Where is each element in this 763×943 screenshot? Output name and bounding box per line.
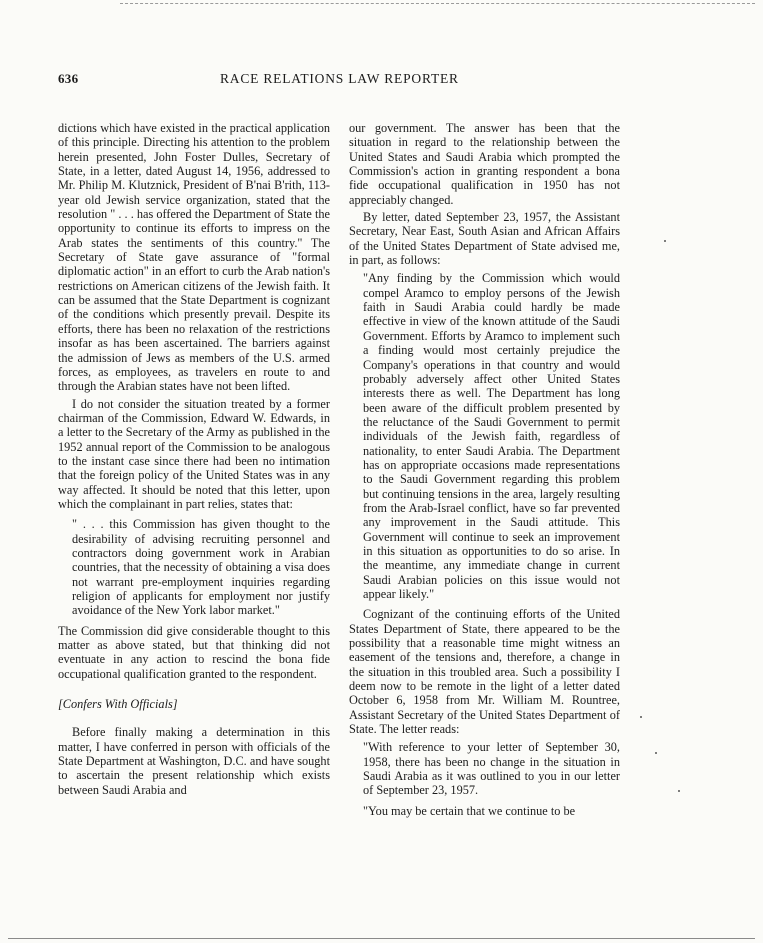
left-paragraph-4: Before finally making a determination in this matter, I have conferred in person with officials of the State Department at Washington, D.C. and have sought to ascertain the present relationship which exists between Saudi Arabia and <box>58 725 330 797</box>
section-subheading: [Confers With Officials] <box>58 697 178 712</box>
right-paragraph-1: our government. The answer has been that the situation in regard to the relationship between the United States and Saudi Arabia which prompted the Commission's action in granting respondent a bona fide occupational qualification in 1950 has not appreciably changed. <box>349 121 620 207</box>
right-letter-quote-1: "With reference to your letter of September 30, 1958, there has been no change in the situation in Saudi Arabia as it was outlined to you in our letter of September 23, 1957. <box>363 740 620 798</box>
left-column <box>58 121 330 797</box>
bottom-edge-rule <box>8 938 755 939</box>
right-paragraph-3: Cognizant of the continuing efforts of the United States Department of State, there appeared to be the possibility that a reasonable time might witness an easement of the tensions and, therefore, a change in the situation in this troubled area. Such a possibility I deem now to be remote in the light of a letter dated October 6, 1958 from Mr. William M. Rountree, Assistant Secretary of the United States Department of State. The letter reads: <box>349 607 620 737</box>
left-paragraph-2: I do not consider the situation treated by a former chairman of the Commission, Edward W. Edwards, in a letter to the Secretary of the Army as published in the 1952 annual report of the Commission to be analogous to the instant case since there had been no intimation that the foreign policy of the United States was in any way affected. It should be noted that this letter, upon which the complainant in part relies, states that: <box>58 396 330 511</box>
running-head: RACE RELATIONS LAW REPORTER <box>220 71 459 86</box>
page-header <box>58 71 696 91</box>
scan-speck <box>655 752 657 754</box>
right-letter-quote-2: "You may be certain that we continue to be <box>363 803 576 818</box>
left-paragraph-3: The Commission did give considerable thought to this matter as above stated, but that thinking did not eventuate in any action to rescind the bona fide occupational qualification granted to the respondent. <box>58 623 330 681</box>
right-block-quote: "Any finding by the Commission which would compel Aramco to employ persons of the Jewish faith in Saudi Arabia could hardly be made effective in view of the known attitude of the Saudi Government. Efforts by Aramco to implement such a finding would most certainly prejudice the Company's operations in that country and would probably adversely affect other United States interests there as well. The Department has long been aware of the difficult problem presented by the reluctance of the Saudi Government to permit individuals of the Jewish faith, regardless of nationality, to enter Saudi Arabia. The Department has on appropriate occasions made representations to the Saudi Government regarding this problem but continuing tensions in the area, largely resulting from the Arab-Israel conflict, have so far prevented any improvement in the Saudi attitude. This Government will continue to seek an improvement in this situation as opportunities to do so arise. In the meantime, any immediate change in current Saudi Arabian policies on this issue would not appear likely." <box>363 271 620 601</box>
scan-speck <box>678 790 680 792</box>
right-column <box>349 121 620 824</box>
left-block-quote: " . . . this Commission has given thought to the desirability of advising recruiting personnel and contractors doing government work in Arabian countries, that the necessity of obtaining a visa does not warrant pre-employment inquiries regarding religion of applicants for employment nor justify avoidance of the New York labor market." <box>72 517 330 618</box>
scan-speck <box>640 716 642 718</box>
right-paragraph-2: By letter, dated September 23, 1957, the Assistant Secretary, Near East, South Asian and African Affairs of the United States Department of State advised me, in part, as follows: <box>349 210 620 268</box>
scan-speck <box>664 240 666 242</box>
page-number: 636 <box>58 71 79 86</box>
top-edge-rule <box>120 3 755 4</box>
left-paragraph-1: dictions which have existed in the practical application of this principle. Directing his attention to the problem herein presented, John Foster Dulles, Secretary of State, in a letter, dated August 14, 1956, addressed to Mr. Philip M. Klutznick, President of B'nai B'rith, 113-year old Jewish service organization, stated that the resolution " . . . has offered the Department of State the opportunity to continue its efforts to impress on the Arab states the sentiments of this country." The Secretary of State gave assurance of "formal diplomatic action" in an effort to curb the Arab nation's restrictions on American citizens of the Jewish faith. It can be assumed that the State Department is cognizant of the conditions which presently prevail. Despite its efforts, there has been no relaxation of the restrictions insofar as has been ascertained. The barriers against the admission of Jews as members of the U.S. armed forces, as employees, as travelers en route to and through the Arabian states have not been lifted. <box>58 121 330 394</box>
